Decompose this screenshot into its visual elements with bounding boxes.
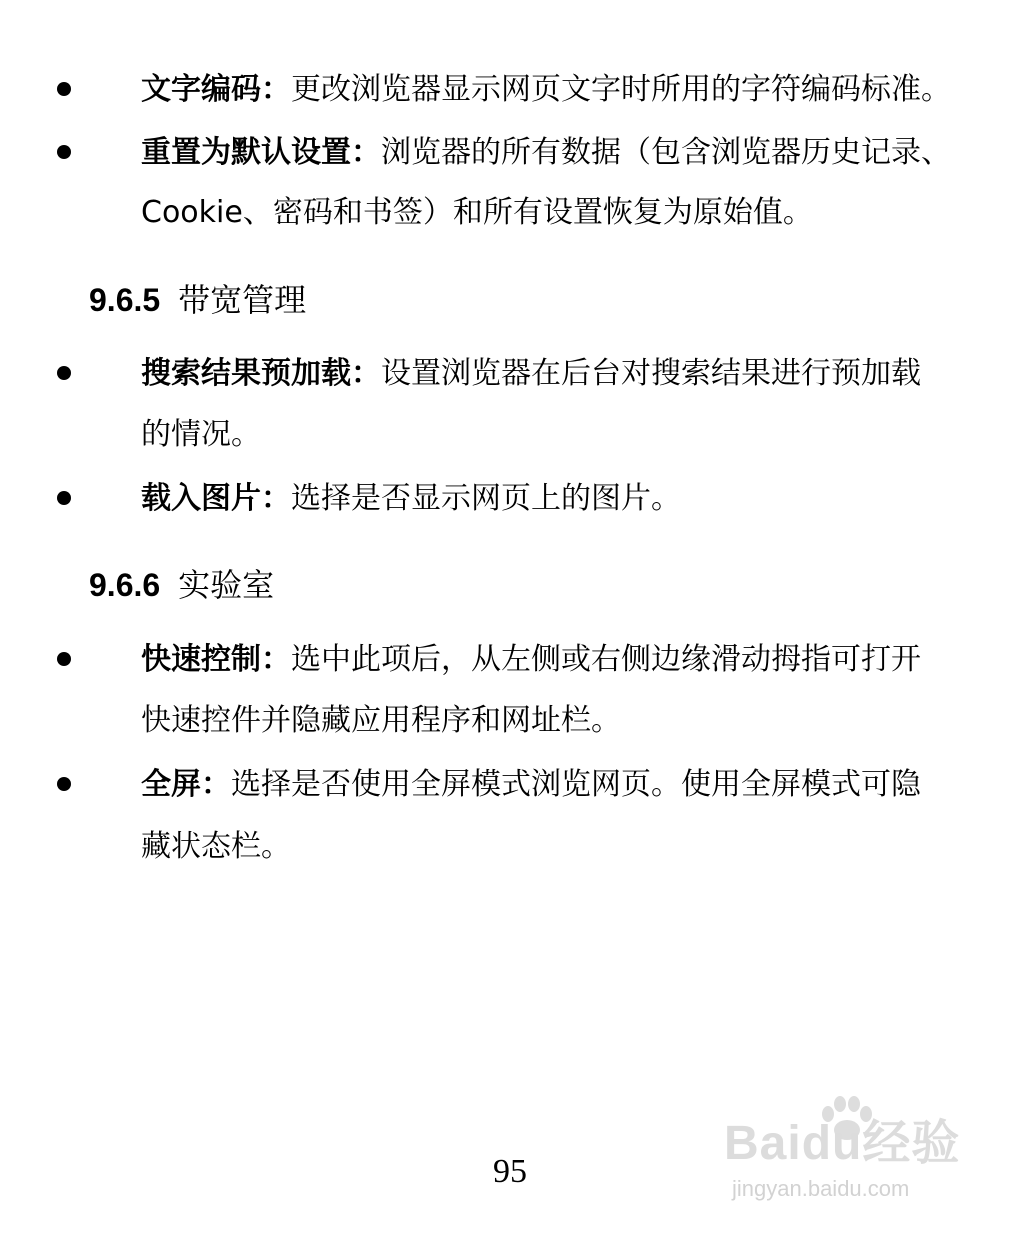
- page-number: 95: [493, 1153, 527, 1190]
- bullet-icon: [57, 652, 71, 666]
- item-description: 设置浏览器在后台对搜索结果进行预加载: [381, 356, 921, 391]
- section-heading-labs: [89, 564, 274, 606]
- item-description: 选中此项后，从左侧或右侧边缘滑动拇指可打开: [291, 642, 921, 677]
- item-separator: ：: [351, 356, 381, 391]
- watermark-url: jingyan.baidu.com: [732, 1176, 910, 1201]
- item-description-cont: Cookie、密码和书签）和所有设置恢复为原始值。: [141, 195, 813, 230]
- item-term: 全屏: [141, 767, 201, 802]
- bullet-icon: [57, 366, 71, 380]
- section-number: 9.6.5: [89, 282, 161, 318]
- item-description-cont: 快速控件并隐藏应用程序和网址栏。: [141, 703, 621, 738]
- item-description: 选择是否显示网页上的图片。: [291, 481, 681, 516]
- item-description-cont: 藏状态栏。: [141, 829, 291, 864]
- item-separator: ：: [261, 72, 291, 107]
- item-description: 更改浏览器显示网页文字时所用的字符编码标准。: [291, 72, 951, 107]
- bullet-icon: [57, 145, 71, 159]
- item-term: 载入图片: [141, 481, 261, 516]
- section-title: 带宽管理: [178, 281, 307, 319]
- bullet-icon: [57, 777, 71, 791]
- item-separator: ：: [201, 767, 231, 802]
- baidu-watermark: [724, 1096, 964, 1208]
- section-number: 9.6.6: [89, 567, 161, 603]
- item-term: 快速控制: [141, 642, 261, 677]
- item-description: 选择是否使用全屏模式浏览网页。使用全屏模式可隐: [231, 767, 921, 802]
- item-description-cont: 的情况。: [141, 417, 261, 452]
- item-separator: ：: [261, 642, 291, 677]
- item-description: 浏览器的所有数据（包含浏览器历史记录、: [381, 135, 951, 170]
- watermark-brand: Baidu经验: [724, 1117, 961, 1170]
- bullet-icon: [57, 82, 71, 96]
- item-term: 搜索结果预加载: [141, 356, 351, 391]
- item-term: 文字编码: [141, 72, 261, 107]
- section-heading-bandwidth: [89, 279, 306, 321]
- item-separator: ：: [261, 481, 291, 516]
- bullet-icon: [57, 491, 71, 505]
- item-term: 重置为默认设置: [141, 135, 351, 170]
- section-title: 实验室: [178, 566, 275, 604]
- item-separator: ：: [351, 135, 381, 170]
